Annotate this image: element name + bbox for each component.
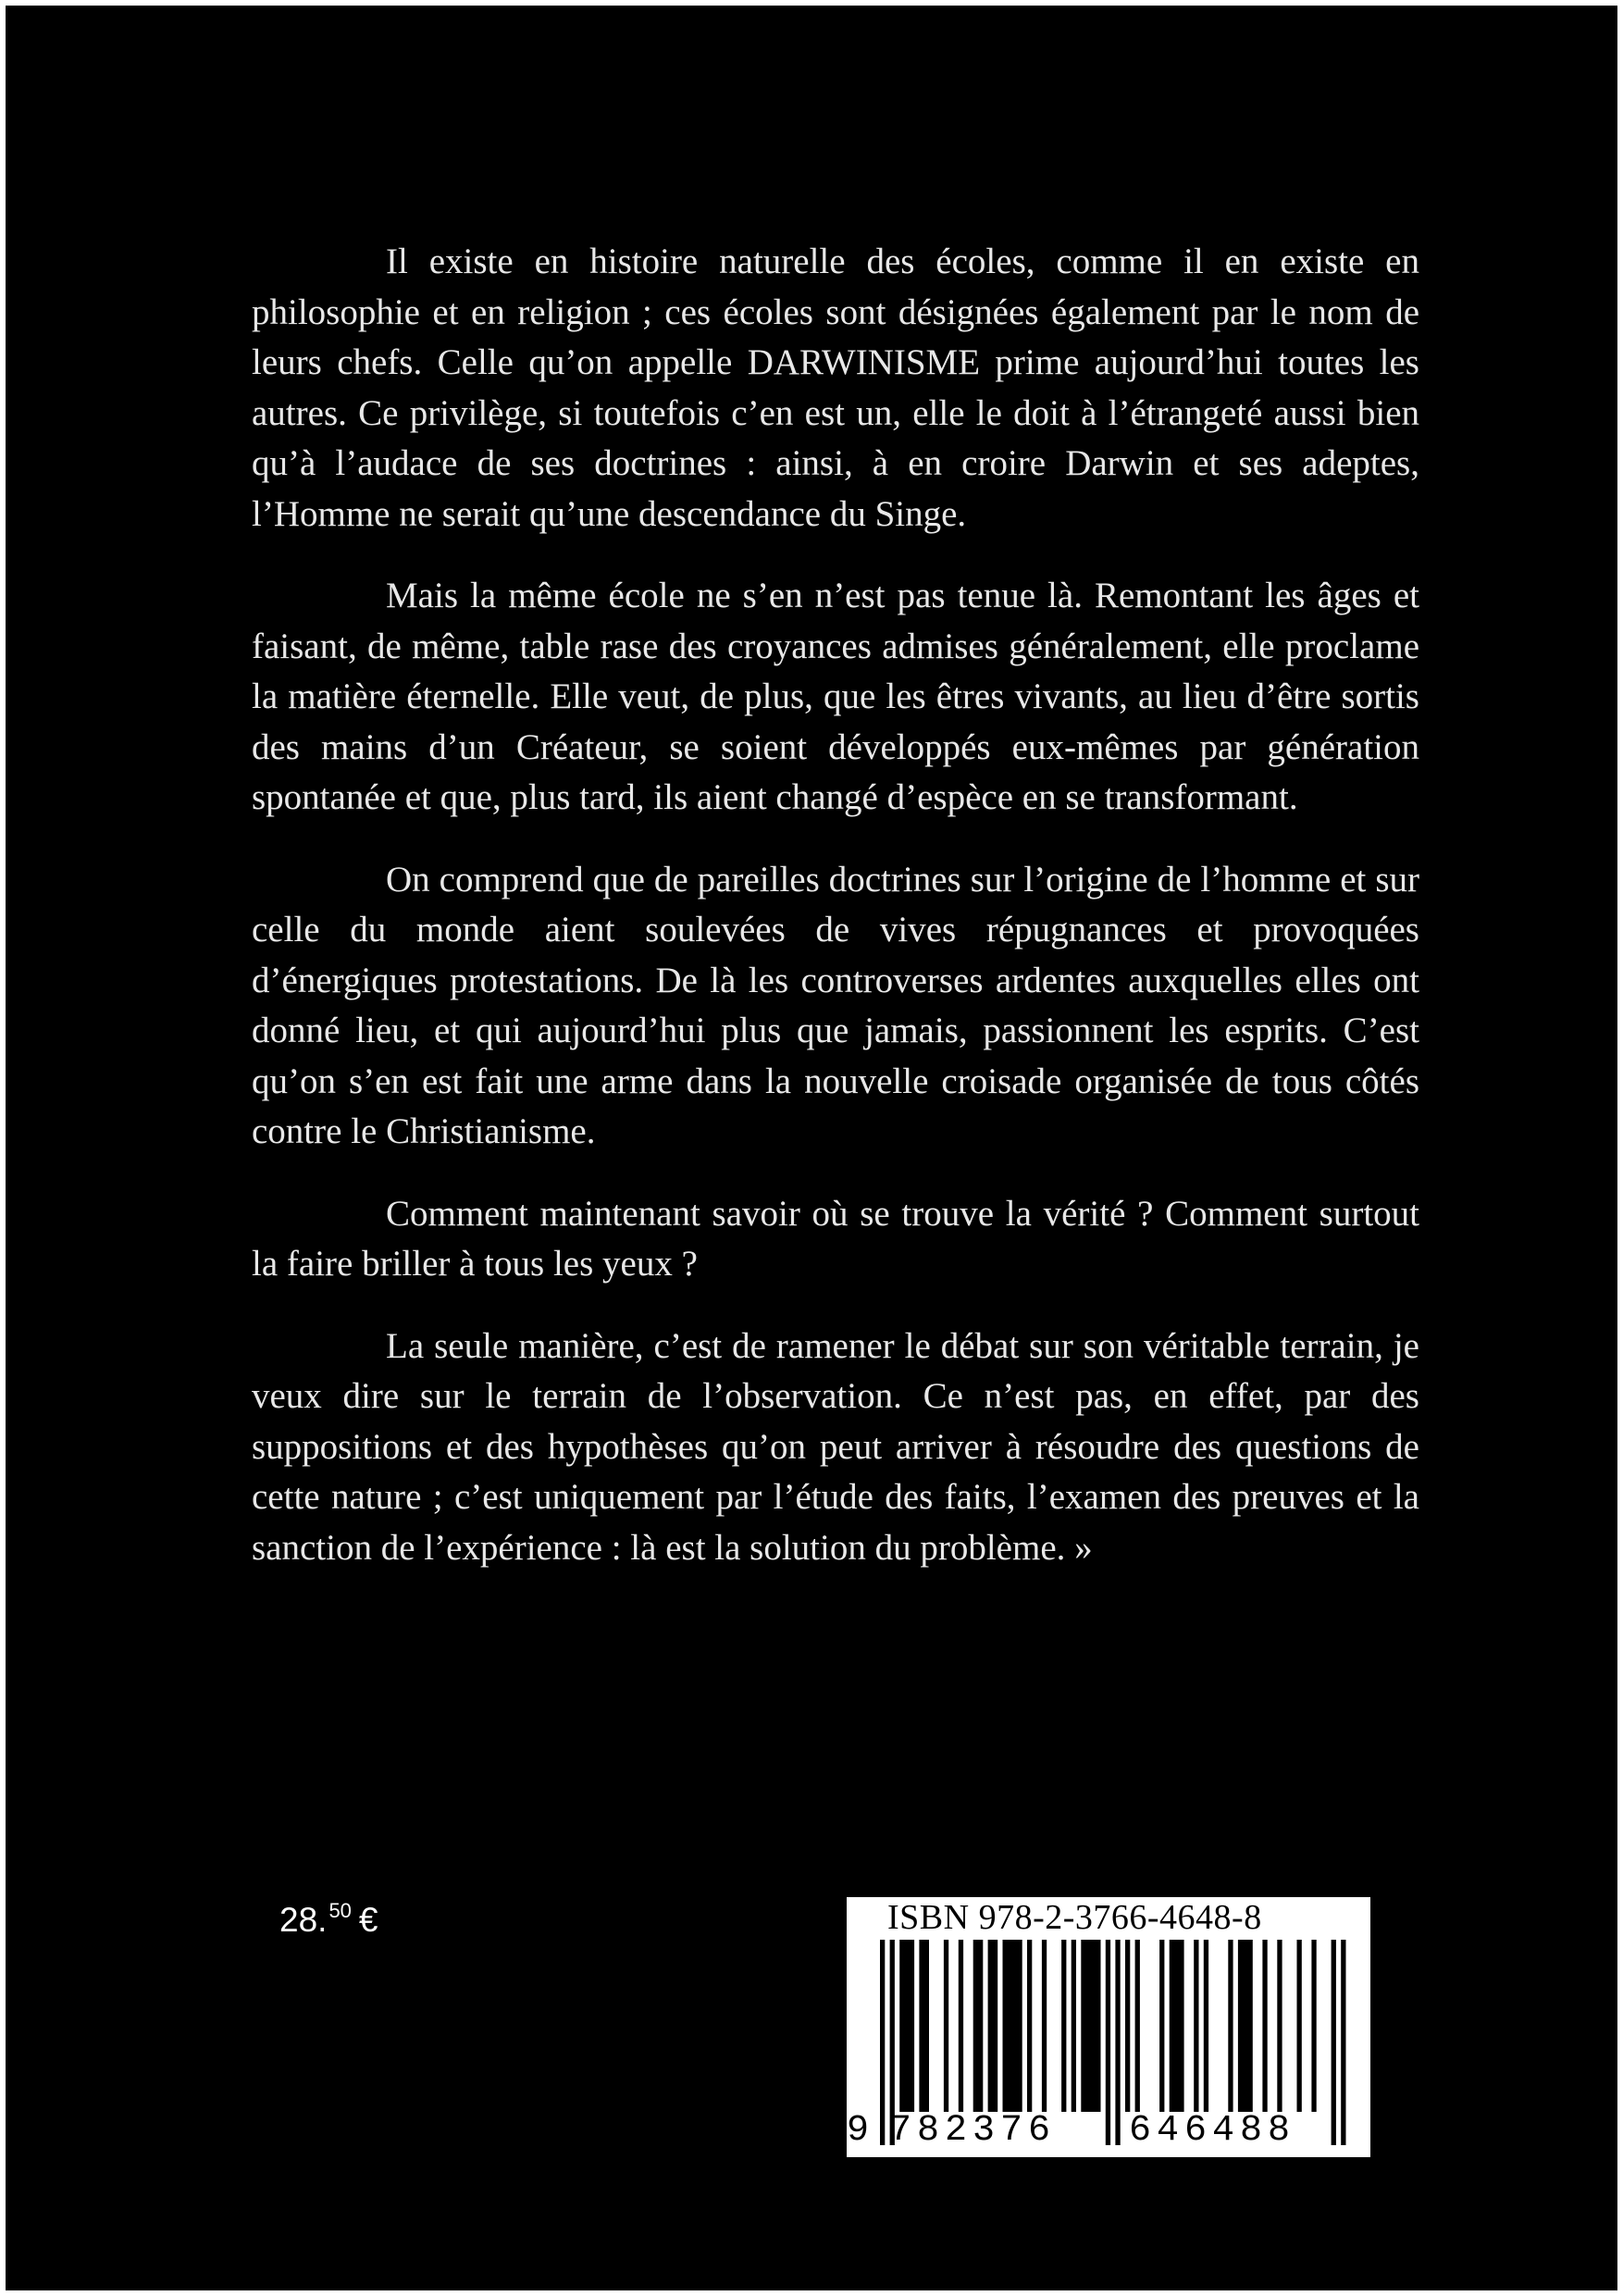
barcode-bar bbox=[1297, 1940, 1302, 2112]
price-whole: 28. bbox=[279, 1901, 328, 1939]
blurb-paragraph-4: Comment maintenant savoir où se trouve la vérité ? Comment surtout la faire briller à tous les yeux ? bbox=[252, 1193, 1419, 1284]
barcode-bar bbox=[1061, 1940, 1066, 2112]
back-cover bbox=[6, 6, 1617, 2290]
blurb-paragraph-5: La seule manière, c’est de ramener le débat sur son véritable terrain, je veux dire sur le terrain de l’observation. Ce n’est pas, en effet, par des suppositions et des hypothèses qu’on peut arriver à résoudre des questions de cette nature ; c’est uniquement par l’étude des faits, l’examen des preuves et la sanction de l’expérience : là est la solution du problème. » bbox=[252, 1325, 1419, 1568]
price-currency: € bbox=[358, 1901, 378, 1939]
barcode-bar bbox=[959, 1940, 963, 2112]
barcode-bar bbox=[944, 1940, 948, 2112]
barcode-guard-bar bbox=[1106, 1940, 1110, 2145]
blurb-paragraph-1: Il existe en histoire naturelle des écoles, comme il en existe en philosophie et en religion ; ces écoles sont désignées également par le nom de leurs chefs. Celle qu’on appelle DARWINISME prime aujourd’hui toutes les autres. Ce privilège, si toutefois c’en est un, elle le doit à l’étrangeté aussi bien qu’à l’audace de ses doctrines : ainsi, à en croire Darwin et ses adeptes, l’Homme ne serait qu’une descendance du Singe. bbox=[252, 242, 1419, 534]
barcode-bar bbox=[1277, 1940, 1282, 2112]
isbn-barcode bbox=[847, 1897, 1370, 2157]
barcode-bar bbox=[1027, 1940, 1032, 2112]
ean-left-digits: 782376 bbox=[889, 2110, 1057, 2152]
blurb-text bbox=[252, 237, 1419, 1605]
barcode-bar bbox=[988, 1940, 998, 2112]
barcode-bar bbox=[1238, 1940, 1253, 2112]
barcode-bar bbox=[1311, 1940, 1316, 2112]
barcode-guard-bar bbox=[1115, 1940, 1120, 2145]
barcode-bar bbox=[1081, 1940, 1100, 2112]
blurb-paragraph-3: On comprend que de pareilles doctrines sur l’origine de l’homme et sur celle du monde aient soulevées de vives répugnances et provoquées d’énergiques protestations. De là les controverses ardentes auxquelles elles ont donné lieu, et qui aujourd’hui plus que jamais, passionnent les esprits. C’est qu’on s’en est fait une arme dans la nouvelle croisade organisée de tous côtés contre le Christianisme. bbox=[252, 859, 1419, 1151]
barcode-bar bbox=[1204, 1940, 1208, 2112]
barcode-guard-bar bbox=[1341, 1940, 1345, 2145]
price-label bbox=[279, 1891, 378, 1941]
barcode-bar bbox=[1170, 1940, 1184, 2112]
barcode-bar bbox=[1228, 1940, 1233, 2112]
price-cents: 50 bbox=[328, 1899, 352, 1922]
barcode-bar bbox=[1003, 1940, 1022, 2112]
barcode-bar bbox=[1262, 1940, 1267, 2112]
isbn-label: ISBN 978-2-3766-4648-8 bbox=[887, 1898, 1262, 1937]
blurb-paragraph-2: Mais la même école ne s’en n’est pas tenue là. Remontant les âges et faisant, de même, table rase des croyances admises généralement, elle proclame la matière éternelle. Elle veut, de plus, que les êtres vivants, au lieu d’être sortis des mains d’un Créateur, se soient développés eux-mêmes par génération spontanée et que, plus tard, ils aient changé d’espèce en se transformant. bbox=[252, 576, 1419, 817]
ean-first-digit: 9 bbox=[847, 2110, 870, 2152]
barcode-bar bbox=[1135, 1940, 1140, 2112]
ean-right-digits: 646488 bbox=[1129, 2110, 1296, 2152]
barcode-bar bbox=[899, 1940, 914, 2112]
barcode-bar bbox=[973, 1940, 984, 2112]
barcode-bar bbox=[1042, 1940, 1047, 2112]
barcode-bar bbox=[1159, 1940, 1164, 2112]
barcode-bar bbox=[919, 1940, 929, 2112]
barcode-bar bbox=[1125, 1940, 1130, 2112]
barcode-bar bbox=[1072, 1940, 1076, 2112]
barcode-guard-bar bbox=[1332, 1940, 1336, 2145]
barcode-guard-bar bbox=[880, 1940, 885, 2145]
barcode-bar bbox=[1194, 1940, 1198, 2112]
